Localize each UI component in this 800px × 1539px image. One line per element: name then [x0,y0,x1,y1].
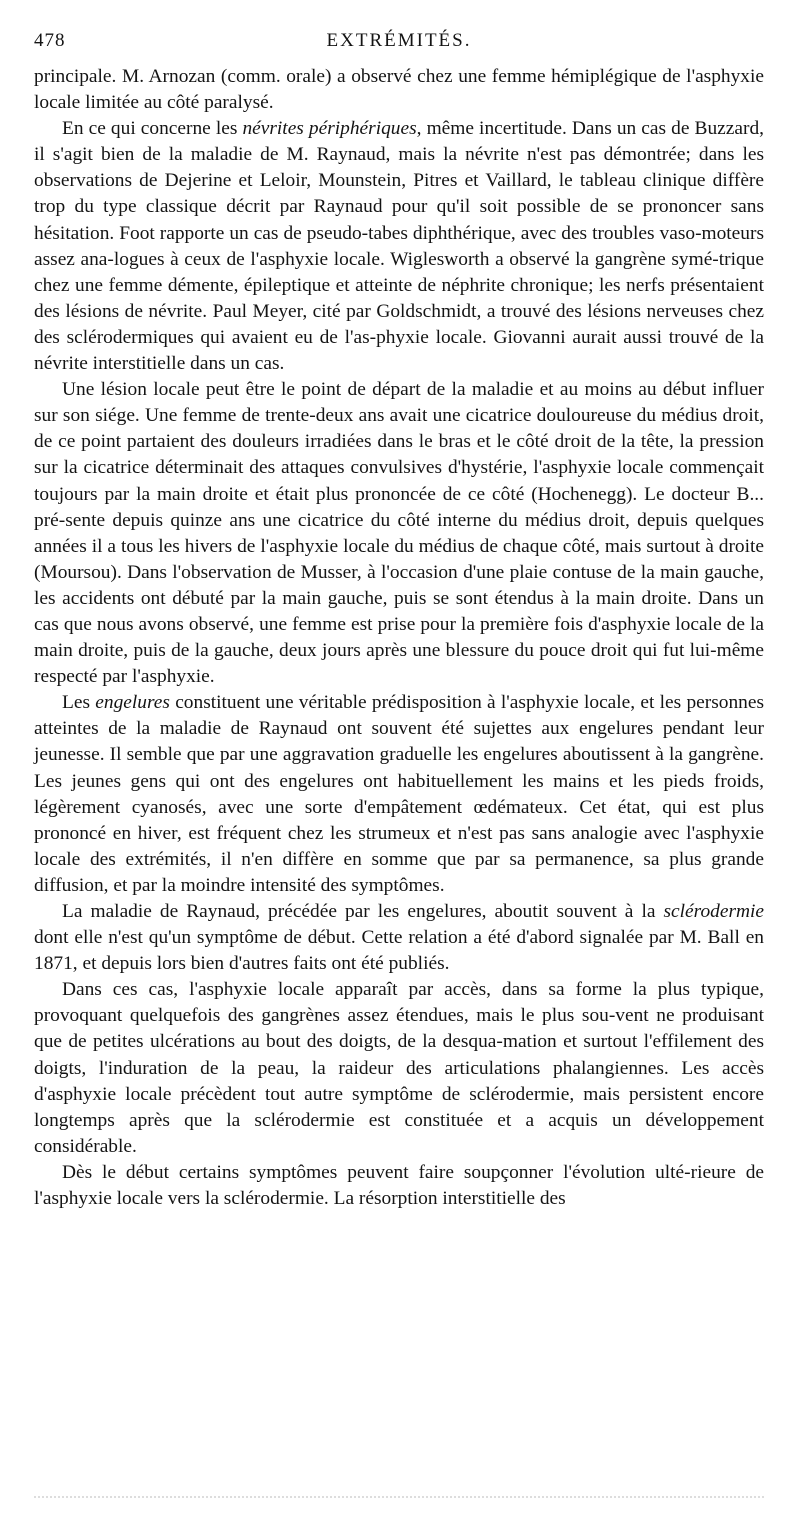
paragraph [34,1160,764,1212]
italic-term: sclérodermie [663,901,764,922]
text-run: Une lésion locale peut être le point de départ de la maladie et au moins au début influer sur son siége. Une femme de trente-deux ans avait une cicatrice douloureuse du médius droit, de ce point partaient des douleurs irradiées dans le bras et le côté droit de la tête, la pression sur la cicatrice déterminait des attaques convulsives d'hystérie, l'asphyxie locale commençait toujours par la main droite et était plus prononcée de ce côté (Hochenegg). Le docteur B... pré-sente depuis quinze ans une cicatrice du côté interne du médius droit, depuis quelques années il a tous les hivers de l'asphyxie locale du médius de chaque côté, mais surtout à droite (Moursou). Dans l'observation de Musser, à l'occasion d'une plaie contuse de la main gauche, les accidents ont débuté par la main gauche, puis se sont étendus à la main droite. Dans un cas que nous avons observé, une femme est prise pour la première fois d'asphyxie locale de la main droite, puis de la gauche, deux jours après une blessure du pouce droit qui fut lui-même respecté par l'asphyxie. [34,379,764,688]
italic-term: engelures [95,692,170,714]
text-run: Les [62,692,96,714]
paragraph [34,690,764,899]
text-run: constituent une véritable prédisposition à l'asphyxie locale, et les personnes atteintes de la maladie de Raynaud ont souvent été sujettes aux engelures pendant leur jeunesse. Il semble que par une aggravation graduelle les engelures aboutissent à la gangrène. Les jeunes gens qui ont des engelures ont habituellement les mains et les pieds froids, légèrement cyanosés, avec une sorte d'empâtement œdémateux. Cet état, qui est plus prononcé en hiver, est fréquent chez les strumeux et n'est pas sans analogie avec l'asphyxie locale des extrémités, il n'en diffère en somme que par sa permanence, sa plus grande diffusion, et par la moindre intensité des symptômes. [34,692,764,896]
text-run: En ce qui concerne les [62,118,243,140]
paragraph [34,64,764,116]
text-run: Dès le début certains symptômes peuvent faire soupçonner l'évolution ulté-rieure de l'asphyxie locale vers la sclérodermie. La résorption interstitielle des [34,1161,764,1210]
page-header [34,30,764,64]
running-title: EXTRÉMITÉS. [326,30,472,51]
paragraph [34,899,764,977]
text-run: La maladie de Raynaud, précédée par les engelures, aboutit souvent à la [62,901,664,922]
paragraph [34,377,764,690]
paragraph [34,116,764,377]
document-page [34,30,764,1212]
scan-footer-noise [34,1496,764,1504]
paragraph [34,977,764,1160]
text-run: principale. M. Arnozan (comm. orale) a observé chez une femme hémiplégique de l'asphyxie locale limitée au côté paralysé. [34,66,764,114]
body-text [34,64,764,1212]
page-number: 478 [34,30,66,51]
text-run: , même incertitude. Dans un cas de Buzzard, il s'agit bien de la maladie de M. Raynaud, mais la névrite n'est pas démontrée; dans les observations de Dejerine et Leloir, Mounstein, Pitres et Vaillard, le tableau clinique diffère trop du type classique décrit par Raynaud pour qu'il soit possible de se prononcer sans hésitation. Foot rapporte un cas de pseudo-tabes diphthérique, avec des troubles vaso-moteurs assez ana-logues à ceux de l'asphyxie locale. Wiglesworth a observé la gangrène symé-trique chez une femme démente, épileptique et atteinte de néphrite chronique; les nerfs présentaient des lésions de névrite. Paul Meyer, cité par Goldschmidt, a trouvé des lésions nerveuses chez des sclérodermiques qui avaient eu de l'as-phyxie locale. Giovanni aurait aussi trouvé de la névrite interstitielle dans un cas. [34,118,764,375]
text-run: Dans ces cas, l'asphyxie locale apparaît par accès, dans sa forme la plus typique, provoquant quelquefois des gangrènes assez étendues, mais le plus sou-vent ne produisant que de petites ulcérations au bout des doigts, de la desqua-mation et surtout l'effilement des doigts, l'induration de la peau, la raideur des articulations phalangiennes. Les accès d'asphyxie locale précèdent tout autre symptôme de sclérodermie, mais persistent encore longtemps après que la sclérodermie est constituée et a acquis un développement considérable. [34,979,764,1157]
italic-term: névrites périphériques [242,118,417,140]
text-run: dont elle n'est qu'un symptôme de début. Cette relation a été d'abord signalée par M. Ball en 1871, et depuis lors bien d'autres faits ont été publiés. [34,927,764,975]
